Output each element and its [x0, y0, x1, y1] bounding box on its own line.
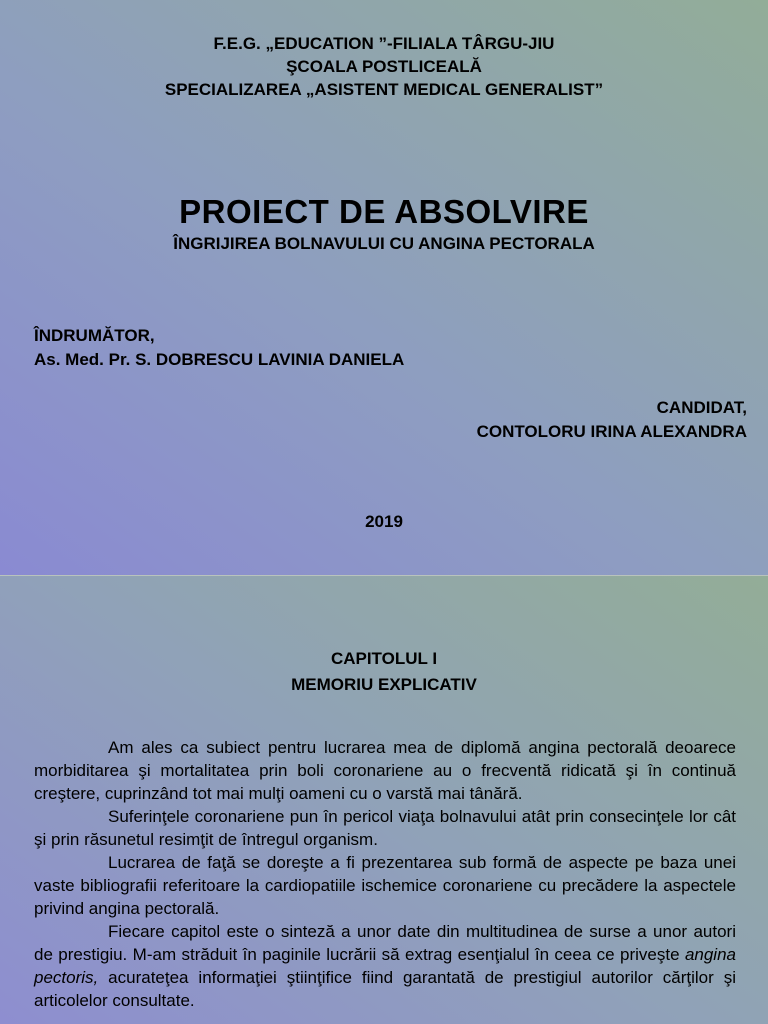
paragraph-4-start: Fiecare capitol este o sinteză a unor date din multitudinea de surse a unor autori de prestigiu. M-am străduit în paginile lucrării să extrag esenţialul în ceea ce priveşte [34, 922, 736, 964]
header-line-3: SPECIALIZAREA „ASISTENT MEDICAL GENERALIST” [164, 80, 604, 99]
institution-header [0, 32, 768, 101]
candidate-label: CANDIDAT, [656, 398, 747, 417]
candidate-block [477, 396, 747, 444]
paragraph-4-italic: angina pectoris, [34, 945, 736, 987]
candidate-name: CONTOLORU IRINA ALEXANDRA [476, 422, 747, 441]
chapter-title: MEMORIU EXPLICATIV [291, 675, 477, 694]
paragraph-2: Suferinţele coronariene pun în pericol viaţa bolnavului atât prin consecinţele lor cât şi prin răsunetul resimţit de întregul organism. [34, 807, 736, 849]
advisor-block [34, 324, 404, 372]
header-line-1: F.E.G. „EDUCATION ”-FILIALA TÂRGU-JIU [213, 34, 555, 53]
year: 2019 [365, 512, 403, 531]
project-subtitle: ÎNGRIJIREA BOLNAVULUI CU ANGINA PECTORALA [173, 234, 595, 253]
advisor-name: As. Med. Pr. S. DOBRESCU LAVINIA DANIELA [34, 350, 405, 369]
paragraph-1: Am ales ca subiect pentru lucrarea mea de diplomă angina pectorală deoarece morbiditarea şi mortalitatea prin boli coronariene au o frecventă ridicată şi în continuă creştere, cuprinzând tot mai mulţi oameni cu o varstă mai tânără. [34, 738, 736, 803]
chapter-heading [0, 646, 768, 698]
advisor-label: ÎNDRUMĂTOR, [34, 326, 155, 345]
project-title: PROIECT DE ABSOLVIRE [179, 193, 589, 230]
chapter-number: CAPITOLUL I [330, 649, 438, 668]
paragraph-4-end: acurateţea informaţiei ştiinţifice fiind garantată de prestigiul autorilor cărţilor şi articolelor consultate. [34, 968, 736, 1010]
header-line-2: ŞCOALA POSTLICEALĂ [286, 57, 482, 76]
paragraph-4 [34, 920, 736, 1012]
paragraph-3: Lucrarea de faţă se doreşte a fi prezentarea sub formă de aspecte pe baza unei vaste bibliografii referitoare la cardiopatiile ischemice coronariene cu precădere la aspectele privind angina pectorală. [34, 853, 736, 918]
chapter-body [34, 736, 736, 1012]
